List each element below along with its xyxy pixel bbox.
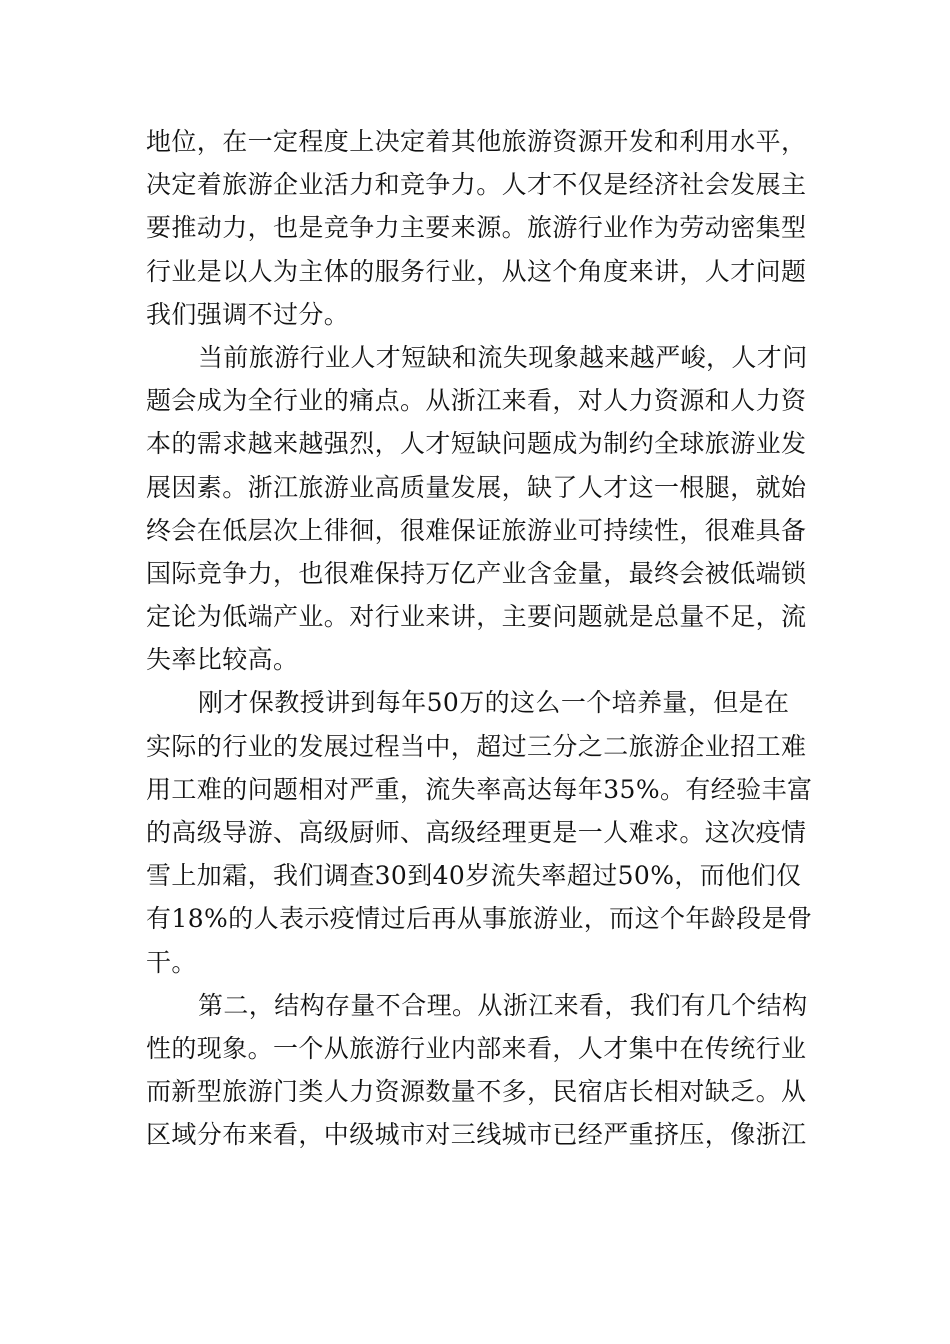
text-line: 实际的行业的发展过程当中，超过三分之二旅游企业招工难: [146, 731, 807, 761]
text-line: 刚才保教授讲到每年50万的这么一个培养量，但是在: [198, 688, 790, 718]
text-line: 性的现象。一个从旅游行业内部来看，人才集中在传统行业: [146, 1033, 807, 1063]
text-line: 第二，结构存量不合理。从浙江来看，我们有几个结构: [198, 990, 808, 1020]
text-line: 行业是以人为主体的服务行业，从这个角度来讲，人才问题: [146, 256, 807, 286]
text-line: 用工难的问题相对严重，流失率高达每年35%。有经验丰富: [146, 774, 813, 804]
paragraph-1: [146, 120, 806, 336]
text-line: 失率比较高。: [146, 645, 299, 675]
paragraph-2: [146, 336, 806, 682]
text-line: 定论为低端产业。对行业来讲，主要问题就是总量不足，流: [146, 602, 807, 632]
text-line: 的高级导游、高级厨师、高级经理更是一人难求。这次疫情: [146, 818, 807, 847]
text-line: 区域分布来看，中级城市对三线城市已经严重挤压，像浙江: [146, 1120, 807, 1150]
text-line: 地位，在一定程度上决定着其他旅游资源开发和利用水平，: [146, 127, 807, 156]
text-line: 我们强调不过分。: [146, 299, 350, 329]
text-line: 决定着旅游企业活力和竞争力。人才不仅是经济社会发展主: [146, 170, 807, 200]
text-line: 本的需求越来越强烈，人才短缺问题成为制约全球旅游业发: [146, 429, 807, 459]
paragraph-4: [146, 984, 806, 1157]
text-line: 雪上加霜，我们调查30到40岁流失率超过50%，而他们仅: [146, 861, 802, 891]
text-line: 要推动力，也是竞争力主要来源。旅游行业作为劳动密集型: [146, 213, 807, 243]
text-line: 终会在低层次上徘徊，很难保证旅游业可持续性，很难具备: [146, 515, 807, 545]
text-line: 干。: [146, 947, 197, 977]
document-body: [146, 120, 813, 1157]
text-line: 而新型旅游门类人力资源数量不多，民宿店长相对缺乏。从: [146, 1077, 807, 1107]
paragraph-3: [146, 681, 813, 983]
text-line: 当前旅游行业人才短缺和流失现象越来越严峻，人才问: [198, 342, 808, 372]
text-line: 有18%的人表示疫情过后再从事旅游业，而这个年龄段是骨: [146, 904, 813, 934]
text-line: 展因素。浙江旅游业高质量发展，缺了人才这一根腿，就始: [146, 472, 807, 502]
text-line: 国际竞争力，也很难保持万亿产业含金量，最终会被低端锁: [146, 558, 807, 588]
text-line: 题会成为全行业的痛点。从浙江来看，对人力资源和人力资: [146, 386, 807, 416]
